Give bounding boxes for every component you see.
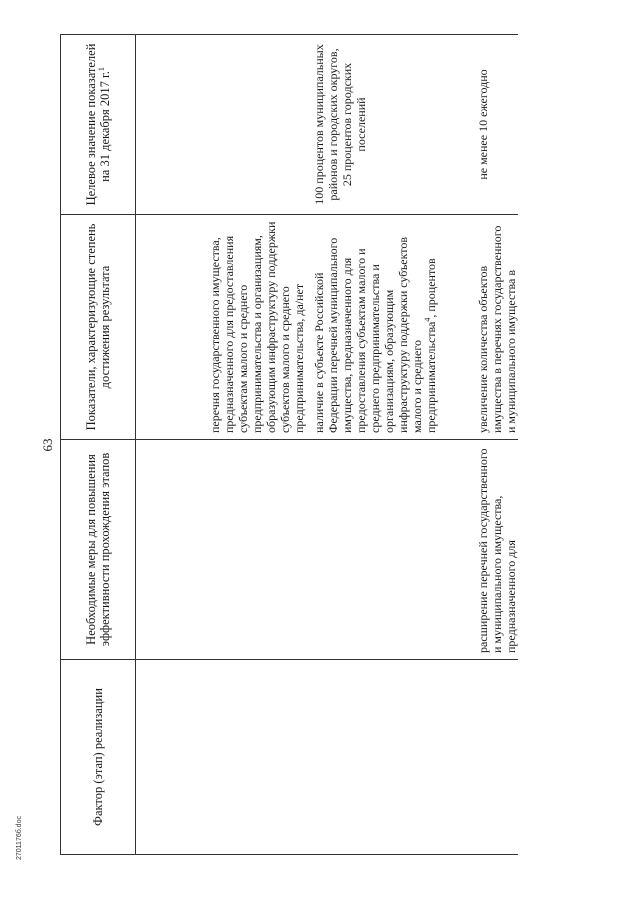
cell-factor (306, 660, 462, 855)
document-id: 2701176б.doc (16, 816, 23, 860)
cell-factor (462, 660, 518, 855)
cell-measures (306, 440, 462, 660)
cell-target (136, 35, 307, 215)
cell-indicator-tail: , процентов (424, 258, 438, 318)
cell-measures (136, 440, 307, 660)
measures-table (60, 34, 518, 855)
table-row (462, 35, 518, 855)
cell-indicator-text: наличие в субъекте Российской Федерации перечней муниципального имущества, предназначенного для предоставления субъектам малого и среднего предпринимательства и организациям, образующим инфраструктуру поддержки субъектов малого и среднего предпринимательства (312, 236, 438, 433)
footnote-mark: 4 (423, 317, 432, 322)
cell-measures: расширение перечней государственного и муниципального имущества, предназначенного для (462, 440, 518, 660)
header-measures: Необходимые меры для повышения эффективности прохождения этапов (61, 440, 136, 660)
header-factor: Фактор (этап) реализации (61, 660, 136, 855)
cell-indicator: перечня государственного имущества, предназначенного для предоставления субъектам малого и среднего предпринимательства и организациям, образующим инфраструктуру поддержки субъектов малого и среднего предпринимательства, да/нет (136, 215, 307, 440)
footnote-mark: 1 (96, 67, 106, 72)
table-header-row (61, 35, 136, 855)
cell-target: 100 процентов муниципальных районов и городских округов, 25 процентов городских поселений (306, 35, 462, 215)
header-target-text: Целевое значение показателей на 31 декабря 2017 г. (84, 43, 112, 206)
header-indicators: Показатели, характеризующие степень достижения результата (61, 215, 136, 440)
header-target (61, 35, 136, 215)
page-number: 63 (40, 438, 55, 452)
table-row (306, 35, 462, 855)
cell-indicator (306, 215, 462, 440)
rotated-page (40, 35, 620, 855)
cell-target: не менее 10 ежегодно (462, 35, 518, 215)
table-row (136, 35, 307, 855)
cell-factor (136, 660, 307, 855)
cell-indicator: увеличение количества объектов имущества в перечнях государственного и муниципального имущества в (462, 215, 518, 440)
